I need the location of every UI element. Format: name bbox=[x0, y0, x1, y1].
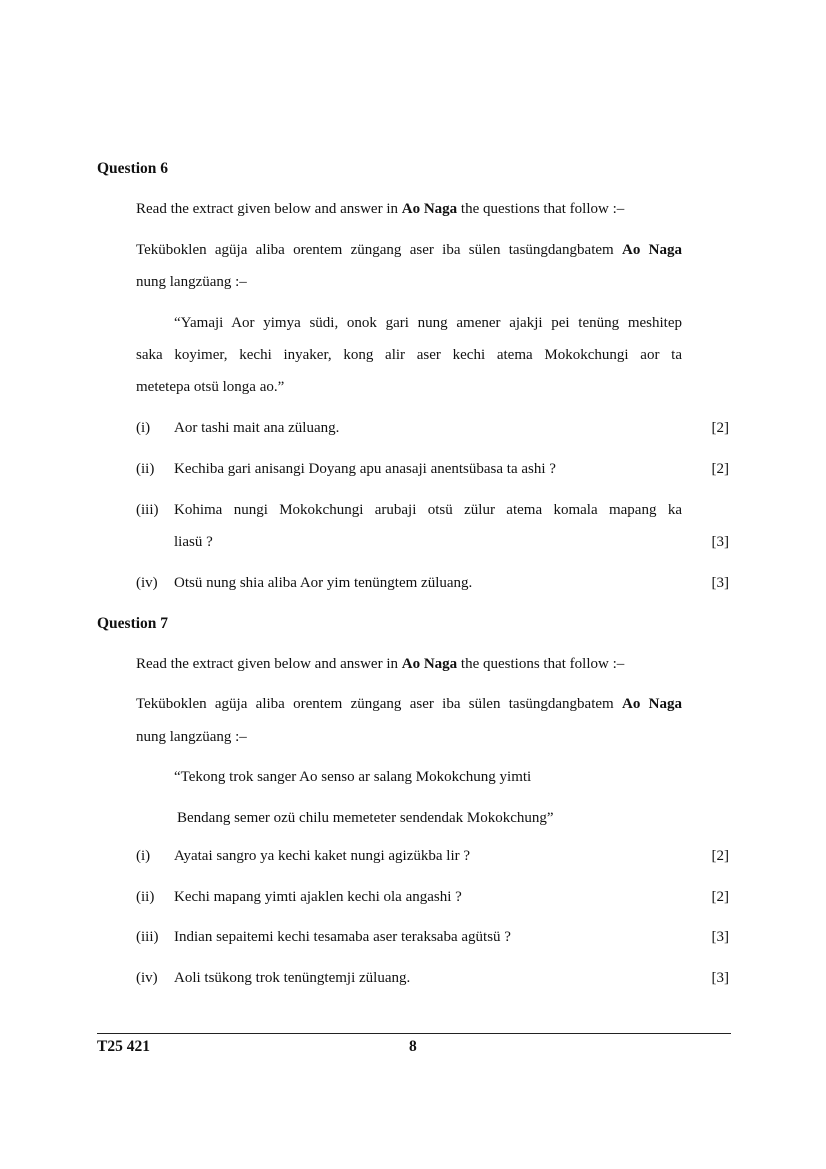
q7-instruction-english: Read the extract given below and answer in Ao Naga the questions that follow :– bbox=[136, 656, 625, 672]
q6-extract-line: metetepa otsü longa ao.” bbox=[136, 379, 285, 395]
item-text: Otsü nung shia aliba Aor yim tenüngtem züluang. bbox=[174, 575, 473, 591]
item-text: Kechiba gari anisangi Doyang apu anasaji anentsübasa ta ashi ? bbox=[174, 461, 556, 477]
q6-instruction-ao: Teküboklen agüja aliba orentem züngang aser iba sülen tasüngdangbatem Ao Naga bbox=[136, 242, 682, 258]
item-number: (ii) bbox=[136, 889, 155, 905]
q7-instruction-ao: Teküboklen agüja aliba orentem züngang aser iba sülen tasüngdangbatem Ao Naga bbox=[136, 696, 682, 712]
item-text: Aoli tsükong trok tenüngtemji züluang. bbox=[174, 970, 411, 986]
item-number: (i) bbox=[136, 848, 151, 864]
q7-extract-line: “Tekong trok sanger Ao senso ar salang Mokokchung yimti bbox=[174, 769, 532, 785]
item-text: Kechi mapang yimti ajaklen kechi ola angashi ? bbox=[174, 889, 462, 905]
q7-instruction-ao-line2: nung langzüang :– bbox=[136, 729, 247, 745]
q6-extract-line: saka koyimer, kechi inyaker, kong alir aser kechi atema Mokokchungi aor ta bbox=[136, 347, 682, 363]
item-number: (iii) bbox=[136, 929, 159, 945]
q6-instruction-ao-line2: nung langzüang :– bbox=[136, 274, 247, 290]
footer-rule bbox=[97, 1033, 731, 1034]
item-text: Indian sepaitemi kechi tesamaba aser teraksaba agütsü ? bbox=[174, 929, 511, 945]
item-marks: [2] bbox=[711, 420, 729, 436]
item-marks: [3] bbox=[711, 575, 729, 591]
item-text-cont: liasü ? bbox=[174, 534, 213, 550]
item-marks: [3] bbox=[711, 970, 729, 986]
item-marks: [2] bbox=[711, 889, 729, 905]
question-7-title: Question 7 bbox=[97, 615, 169, 632]
paper-code: T25 421 bbox=[97, 1038, 150, 1055]
item-text: Kohima nungi Mokokchungi arubaji otsü zülur atema komala mapang ka bbox=[174, 502, 682, 518]
item-marks: [2] bbox=[711, 461, 729, 477]
page-number: 8 bbox=[409, 1038, 417, 1055]
item-text: Ayatai sangro ya kechi kaket nungi agizükba lir ? bbox=[174, 848, 471, 864]
item-number: (i) bbox=[136, 420, 151, 436]
item-marks: [3] bbox=[711, 929, 729, 945]
item-number: (iii) bbox=[136, 502, 159, 518]
q6-instruction-english: Read the extract given below and answer in Ao Naga the questions that follow :– bbox=[136, 201, 625, 217]
q6-extract-line: “Yamaji Aor yimya südi, onok gari nung amener ajakji pei tenüng meshitep bbox=[174, 315, 682, 331]
question-6-title: Question 6 bbox=[97, 160, 169, 177]
item-number: (ii) bbox=[136, 461, 155, 477]
item-number: (iv) bbox=[136, 970, 158, 986]
item-marks: [3] bbox=[711, 534, 729, 550]
item-number: (iv) bbox=[136, 575, 158, 591]
q7-extract-line: Bendang semer ozü chilu memeteter sendendak Mokokchung” bbox=[177, 810, 554, 826]
item-marks: [2] bbox=[711, 848, 729, 864]
item-text: Aor tashi mait ana züluang. bbox=[174, 420, 340, 436]
